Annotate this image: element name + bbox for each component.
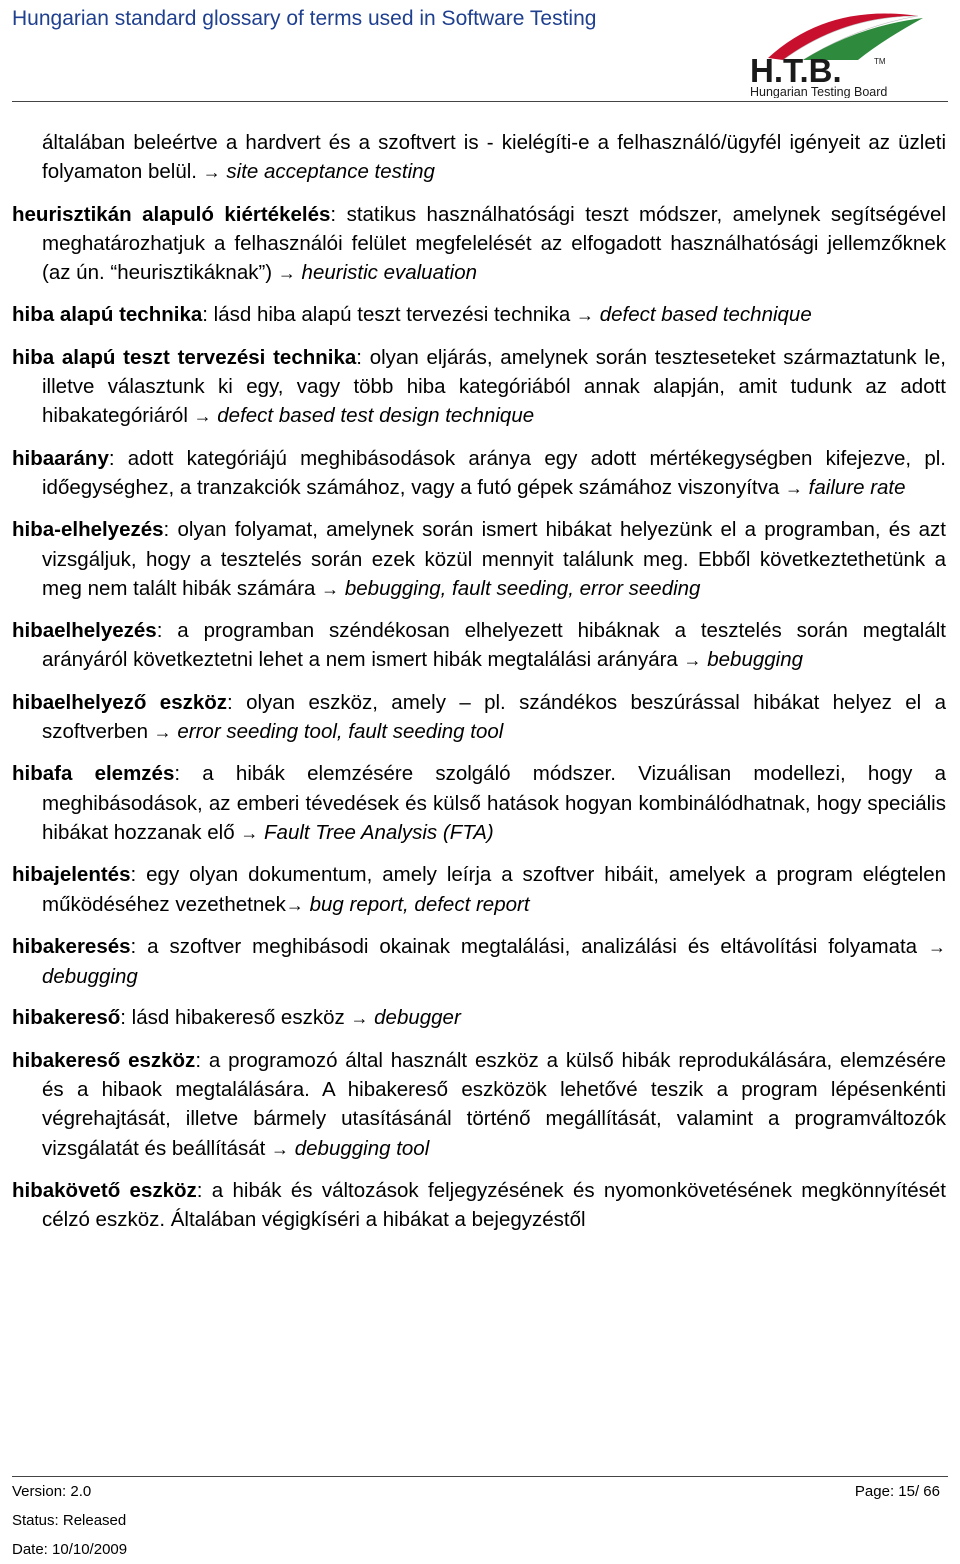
english-term: error seeding tool, fault seeding tool xyxy=(177,720,504,744)
english-term: site acceptance testing xyxy=(226,160,435,184)
footer-line-1 xyxy=(12,1477,948,1506)
glossary-entry-hiba-alapu-teszt xyxy=(12,343,946,432)
entry-separator: : xyxy=(163,518,170,542)
entry-description: lásd hiba alapú teszt tervezési technika xyxy=(207,303,577,327)
right-arrow-icon: → xyxy=(271,1138,290,1159)
glossary-entry-hibafa xyxy=(12,759,946,848)
page-footer xyxy=(12,1476,948,1560)
entry-term: hibakereső eszköz xyxy=(12,1048,196,1072)
entry-term: hiba alapú teszt tervezési technika xyxy=(12,345,357,369)
entry-separator: : xyxy=(174,762,181,786)
english-term: debugging tool xyxy=(294,1136,430,1160)
htb-logo xyxy=(748,8,948,98)
entry-description: statikus használhatósági teszt módszer, amelynek segítségével meghatározhatjuk a felhasználói felület megfelelését az elfogadott használhatósági jellemzőknek (az ún. “heurisztikáknak”) xyxy=(42,202,946,285)
entry-description: olyan folyamat, amelynek során ismert hibákat helyezünk el a programban, és azt vizsgáljuk, hogy a tesztelés során ezek közül mennyit találunk meg. Ebből következtethetünk a meg nem talált hibák számára xyxy=(42,518,946,600)
entry-term: hibakeresés xyxy=(12,934,131,958)
page-header xyxy=(0,0,960,100)
right-arrow-icon: → xyxy=(928,936,946,957)
entry-separator: : xyxy=(356,345,362,369)
entry-term: hibakereső xyxy=(12,1006,121,1030)
header-divider xyxy=(12,101,948,102)
right-arrow-icon: → xyxy=(321,578,340,599)
entry-separator: : xyxy=(156,619,163,643)
document-title: Hungarian standard glossary of terms used in Software Testing xyxy=(12,7,597,30)
logo-text: H.T.B. xyxy=(750,52,842,89)
entry-term: hiba-elhelyezés xyxy=(12,518,164,542)
entry-term: hibaelhelyező eszköz xyxy=(12,690,228,714)
footer-line-2 xyxy=(12,1506,948,1535)
entry-separator: : xyxy=(195,1048,202,1072)
right-arrow-icon: → xyxy=(277,263,296,284)
glossary-content xyxy=(12,128,946,1247)
english-term: defect based technique xyxy=(599,303,812,327)
right-arrow-icon: → xyxy=(576,305,595,326)
right-arrow-icon: → xyxy=(193,406,212,427)
glossary-entry-hiba-elhelyezes xyxy=(12,515,946,604)
english-term: bebugging xyxy=(707,648,803,672)
glossary-entry-hibakereses xyxy=(12,932,946,992)
right-arrow-icon: → xyxy=(285,894,304,915)
english-term: heuristic evaluation xyxy=(301,261,478,285)
right-arrow-icon: → xyxy=(784,477,803,498)
right-arrow-icon: → xyxy=(350,1008,369,1029)
entry-separator: : xyxy=(227,690,233,714)
right-arrow-icon: → xyxy=(202,162,221,183)
english-term: Fault Tree Analysis (FTA) xyxy=(264,820,494,844)
glossary-entry-heur xyxy=(12,200,946,289)
entry-description: adott kategóriájú meghibásodások aránya egy adott mértékegységben kifejezve, pl. időegységhez, a tranzakciók számához, vagy a futó gépek számához viszonyítva xyxy=(42,446,946,499)
entry-term: hibafa elemzés xyxy=(12,762,175,786)
entry-description: általában beleértve a hardvert és a szoftvert is - kielégíti-e a felhasználó/ügyfél igényeit az üzleti folyamaton belül. xyxy=(42,131,946,184)
entry-description: a szoftver meghibásodi okainak megtalálási, analizálási és eltávolítási folyamata xyxy=(136,934,928,958)
entry-term: hibakövető eszköz xyxy=(12,1178,197,1202)
english-term: debugging xyxy=(42,965,138,989)
entry-separator: : xyxy=(202,303,208,327)
status-label: Status: Released xyxy=(12,1512,127,1529)
english-term: defect based test design technique xyxy=(217,404,535,428)
entry-separator: : xyxy=(196,1178,203,1202)
entry-description: olyan eszköz, amely – pl. szándékos beszúrással hibákat helyez el a szoftverben xyxy=(42,690,946,744)
entry-term: hiba alapú technika xyxy=(12,303,203,327)
entry-description: olyan eljárás, amelynek során teszteseteket származtatunk le, illetve választunk ki egy, vagy több hiba kategóriából annak alapján, amit tudunk az adott hibakategóriáról xyxy=(42,345,946,428)
english-term: bug report, defect report xyxy=(309,892,530,916)
english-term: failure rate xyxy=(808,475,906,499)
right-arrow-icon: → xyxy=(153,722,172,743)
glossary-entry-hibaelhelyezo xyxy=(12,688,946,748)
entry-description: a programozó által használt eszköz a külső hibák reprodukálására, elemzésére és a hibaok megtalálására. A hibakereső eszközök lehetővé teszik a program lépésenkénti végrehajtását, illetve bármely utasításánál történő megállítását, valamint a programváltozók vizsgálatát és beállítását xyxy=(42,1048,946,1160)
entry-description: a hibák és változások feljegyzésének és nyomonkövetésének megkönnyítését célzó eszköz. Általában végigkíséri a hibákat a bejegyzéstől xyxy=(42,1178,946,1232)
logo-subtitle: Hungarian Testing Board xyxy=(750,85,888,98)
glossary-entry-hibakoveto xyxy=(12,1176,946,1235)
entry-separator: : xyxy=(108,446,115,470)
entry-term: hibajelentés xyxy=(12,863,131,887)
entry-separator: : xyxy=(330,202,337,226)
entry-separator: : xyxy=(120,1006,126,1030)
glossary-entry-cont xyxy=(12,128,946,188)
right-arrow-icon: → xyxy=(683,650,702,671)
english-term: bebugging, fault seeding, error seeding xyxy=(344,576,701,600)
version-label: Version: 2.0 xyxy=(12,1483,92,1500)
entry-term: hibaarány xyxy=(12,446,109,470)
entry-separator: : xyxy=(130,934,137,958)
glossary-entry-hibaelhelyezes xyxy=(12,616,946,676)
right-arrow-icon: → xyxy=(240,822,259,843)
glossary-entry-hibakereso-eszkoz xyxy=(12,1046,946,1164)
entry-separator: : xyxy=(130,863,137,887)
entry-description: egy olyan dokumentum, amely leírja a szoftver hibáit, amelyek a program elégtelen működéséhez vezethetnek xyxy=(42,863,946,916)
glossary-entry-hibaarany xyxy=(12,444,946,504)
date-label: Date: 10/10/2009 xyxy=(12,1541,128,1558)
entry-description: a hibák elemzésére szolgáló módszer. Vizuálisan modellezi, hogy a meghibásodások, az emberi tévedések és külső hatások hogyan kombinálódhatnak, hogy speciális hibákat hozzanak elő xyxy=(42,762,947,844)
glossary-entry-hibakereso xyxy=(12,1003,946,1033)
page-number: Page: 15/ 66 xyxy=(854,1483,940,1500)
logo-tm: TM xyxy=(874,57,886,66)
glossary-entry-hiba-alapu-tech xyxy=(12,300,946,330)
glossary-entry-hibajelentes xyxy=(12,860,946,920)
entry-term: heurisztikán alapuló kiértékelés xyxy=(12,202,331,226)
entry-term: hibaelhelyezés xyxy=(12,619,157,643)
entry-description: lásd hibakereső eszköz xyxy=(125,1006,351,1030)
entry-description: a programban széndékosan elhelyezett hibáknak a tesztelés során megtalált arányáról következtetni lehet a nem ismert hibák megtalálási arányára xyxy=(42,619,946,672)
english-term: debugger xyxy=(374,1006,461,1030)
